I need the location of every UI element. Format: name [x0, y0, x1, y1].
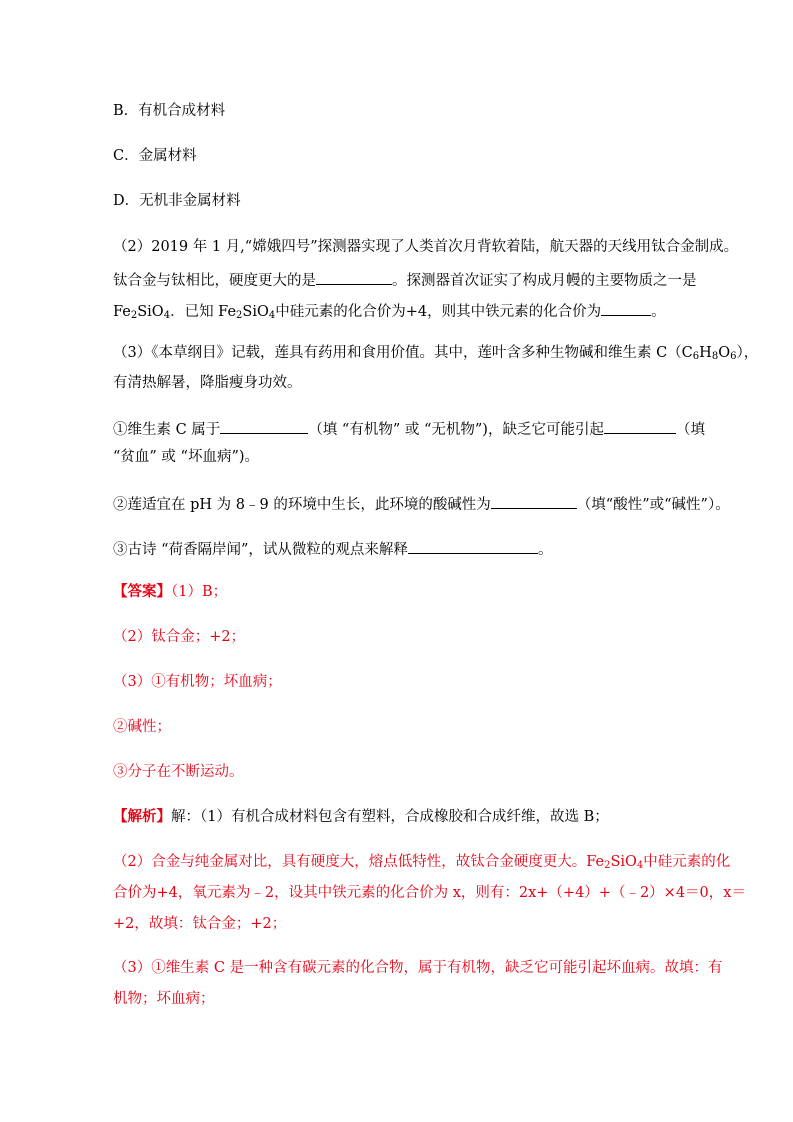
answer-line-5: ③分子在不断运动。	[113, 764, 244, 780]
answer-blank[interactable]	[408, 540, 538, 554]
subscript: 8	[711, 351, 719, 362]
q2-line-3	[113, 302, 713, 319]
q2-text: 钛合金与钛相比，硬度更大的是	[113, 273, 316, 289]
q3-item-1-cont: “贫血” 或 “坏血病”)。	[113, 449, 260, 465]
subscript: 2	[236, 310, 243, 321]
q3-text: ），	[736, 345, 759, 361]
subscript: 4	[268, 310, 276, 321]
analysis-line-3: 合价为+4，氧元素为﹣2，设其中铁元素的化合价为 x，则有：2x+（+4）+（﹣2）×4＝0，x＝	[113, 885, 746, 901]
subscript: 6	[692, 351, 700, 362]
answer-tag: 【答案】	[113, 583, 171, 600]
subscript: 2	[130, 310, 138, 321]
subscript: 4	[636, 860, 644, 871]
analysis-line-5: （3）①维生素 C 是一种含有碳元素的化合物，属于有机物，缺乏它可能引起坏血病。故填：有	[113, 960, 723, 976]
answer-line-1	[113, 585, 713, 599]
q2-text: 中硅元素的化合价为+4，则其中铁元素的化合价为	[275, 304, 602, 320]
analysis-text: 解：（1）有机合成材料包含有塑料，合成橡胶和合成纤维，故选 B；	[171, 809, 609, 825]
analysis-line-4: +2，故填：钛合金；+2；	[113, 916, 287, 932]
option-d: D．无机非金属材料	[113, 193, 241, 209]
q3-line-2: 有清热解暑，降脂瘦身功效。	[113, 375, 302, 391]
q3-line-1	[113, 345, 759, 362]
q3-text: ②莲适宜在 pH 为 8﹣9 的环境中生长，此环境的酸碱性为	[113, 497, 491, 513]
q2-line-1: （2）2019 年 1 月,“嫦娥四号”探测器实现了人类首次月背软着陆，航天器的天线用钛合金制成。	[113, 239, 739, 255]
subscript: 2	[604, 860, 611, 871]
q3-text: ③古诗 “荷香隔岸闻”，试从微粒的观点来解释	[113, 542, 408, 558]
option-c: C．金属材料	[113, 148, 197, 164]
q3-text: （填 “有机物” 或 “无机物”)，缺乏它可能引起	[308, 422, 604, 438]
answer-blank[interactable]	[316, 271, 392, 285]
q2-line-2	[113, 271, 713, 288]
formula-text: Fe	[113, 304, 131, 320]
q2-text: ．已知 Fe	[170, 304, 237, 320]
answer-blank[interactable]	[601, 302, 651, 316]
formula-text: SiO	[610, 854, 637, 870]
analysis-line-2	[113, 854, 731, 871]
analysis-text: 中硅元素的化	[643, 854, 731, 870]
option-b: B．有机合成材料	[113, 103, 226, 119]
q2-text: 。	[651, 304, 666, 320]
subscript: 4	[163, 310, 171, 321]
answer-blank[interactable]	[491, 495, 577, 509]
answer-blank[interactable]	[220, 420, 308, 434]
formula-text: SiO	[137, 304, 164, 320]
analysis-line-1	[113, 810, 713, 824]
q3-item-3	[113, 540, 713, 557]
formula-text: H	[699, 345, 712, 361]
answer-line-3: （3）①有机物；坏血病；	[113, 674, 282, 690]
q3-text: ①维生素 C 属于	[113, 422, 221, 438]
q3-item-2	[113, 495, 730, 513]
q3-item-1	[113, 420, 713, 437]
analysis-tag: 【解析】	[113, 808, 171, 825]
answer-line-2: （2）钛合金；+2；	[113, 629, 246, 645]
answer-text: （1）B；	[171, 584, 228, 600]
q3-text: （3）《本草纲目》记载，莲具有药用和食用价值。其中，莲叶含多种生物碱和维生素 C（C	[113, 345, 693, 361]
answer-line-4: ②碱性；	[113, 719, 171, 735]
answer-blank[interactable]	[604, 420, 676, 434]
subscript: 6	[730, 351, 737, 362]
q3-text: 。	[537, 542, 553, 558]
formula-text: SiO	[242, 304, 269, 320]
analysis-text: （2）合金与纯金属对比，具有硬度大，熔点低特性，故钛合金硬度更大。Fe	[113, 854, 605, 870]
formula-text: O	[718, 345, 731, 361]
q2-text: 。探测器首次证实了构成月幔的主要物质之一是	[392, 273, 697, 289]
q3-text: （填“酸性”或“碱性”）。	[576, 497, 730, 513]
q3-text: （填	[675, 422, 705, 438]
analysis-line-6: 机物；坏血病；	[113, 991, 215, 1007]
